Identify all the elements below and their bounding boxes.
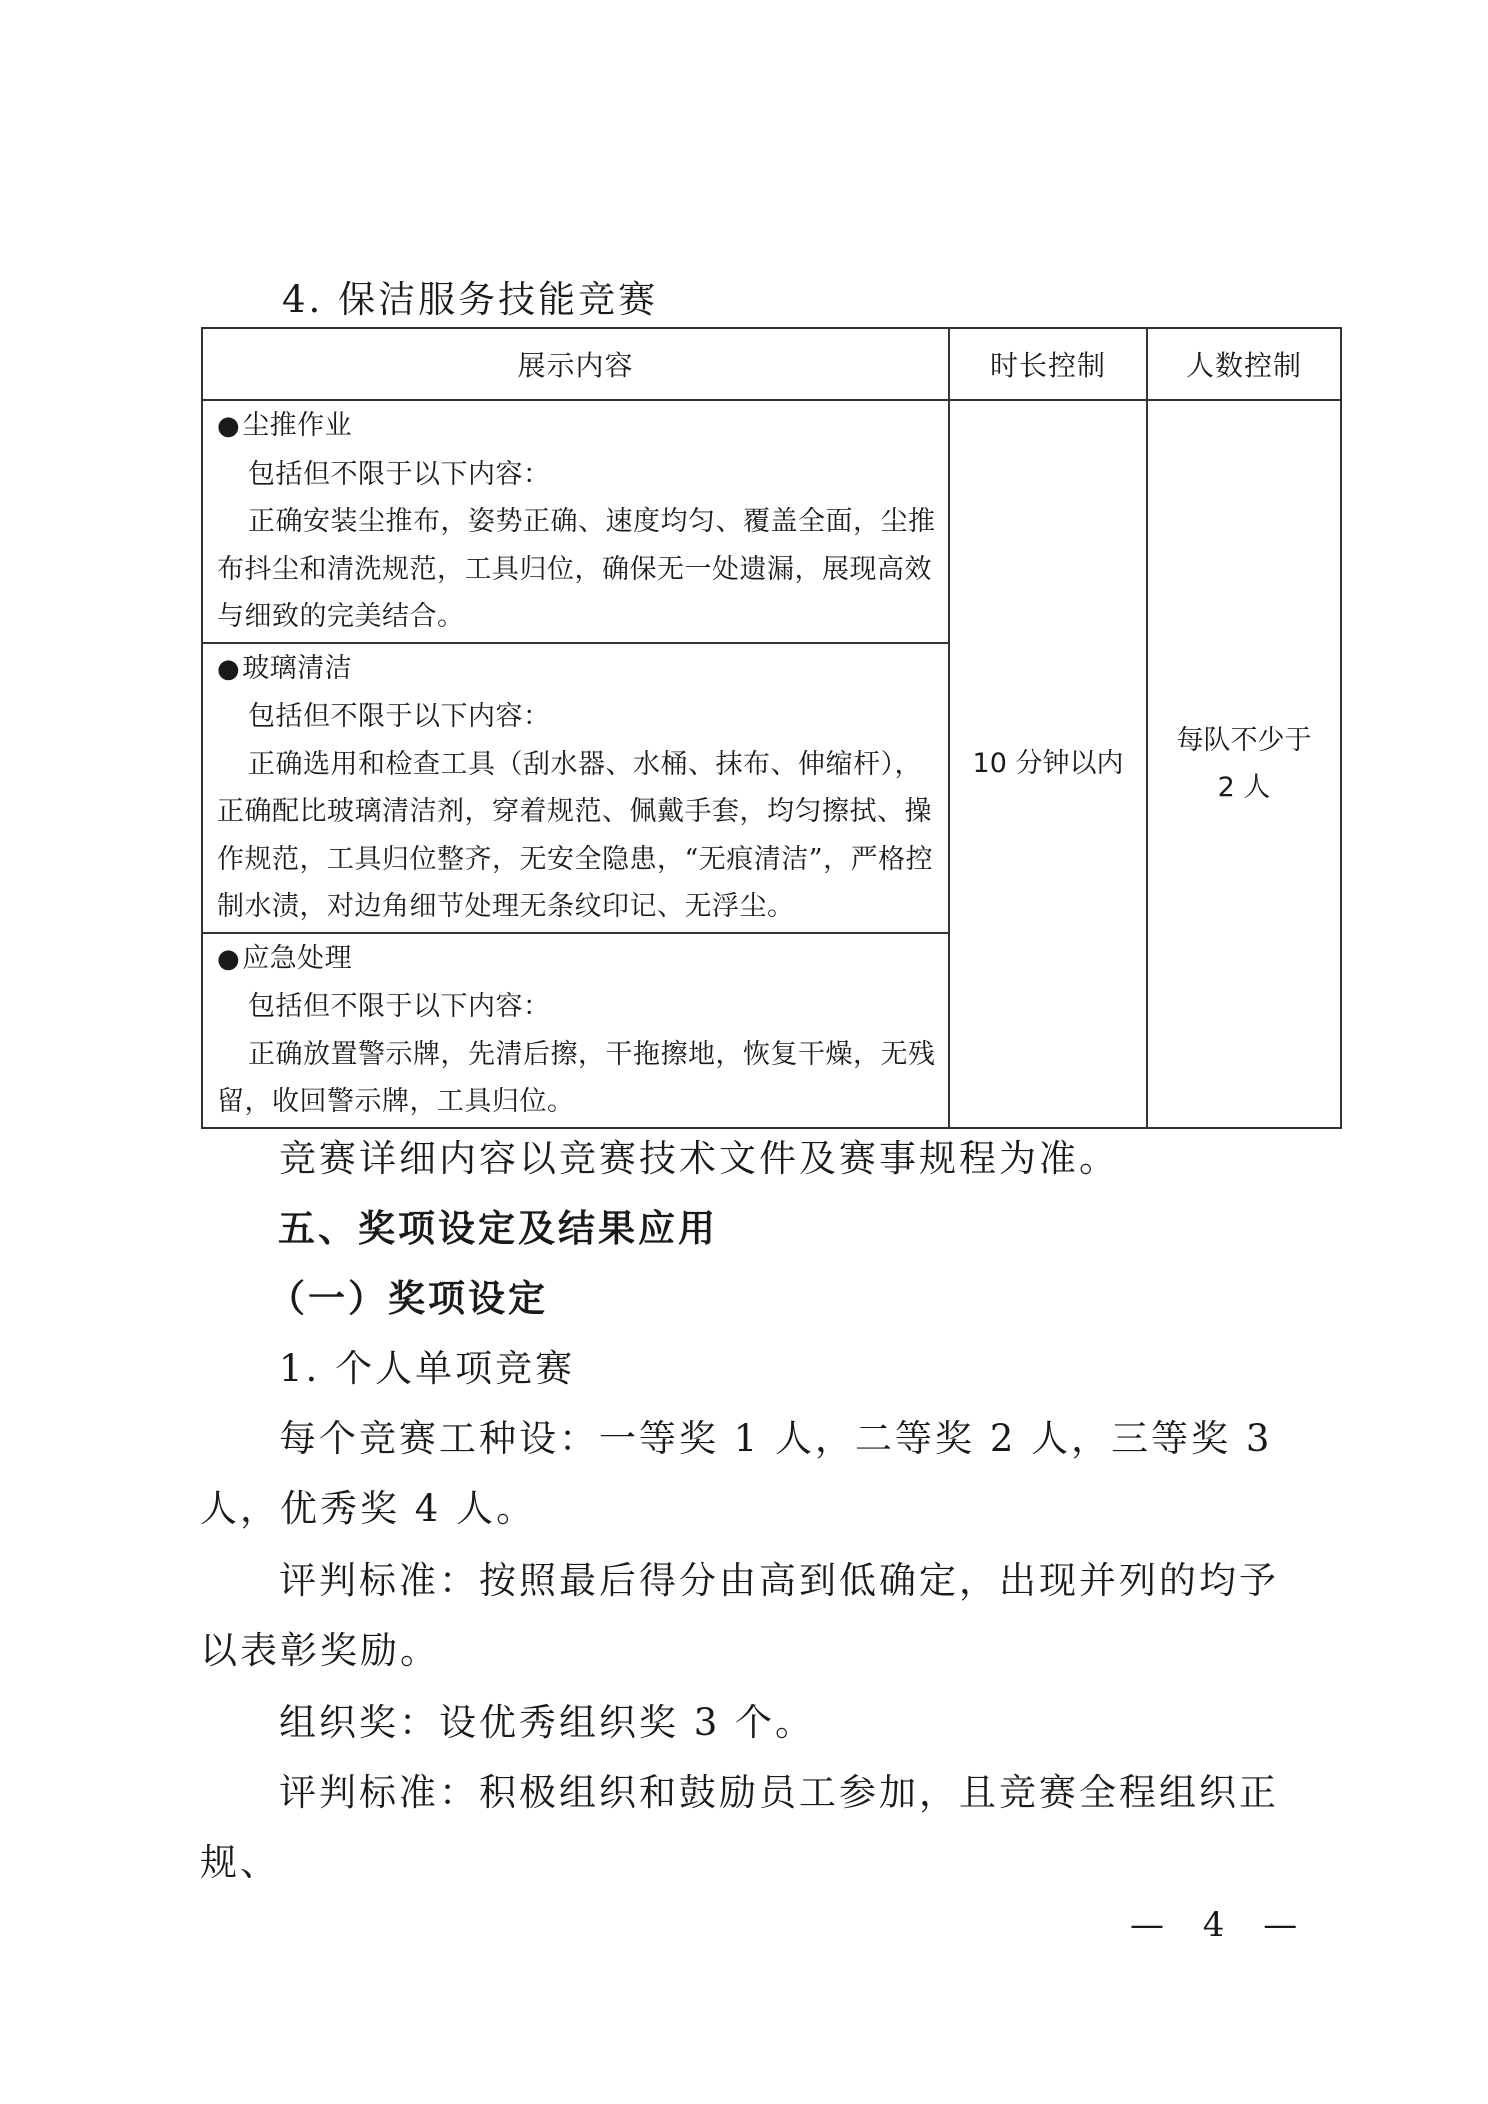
bullet-icon: ● bbox=[217, 411, 241, 441]
org-award-paragraph: 组织奖：设优秀组织奖 3 个。 bbox=[279, 1701, 816, 1744]
table-row bbox=[202, 400, 1341, 643]
awards-paragraph: 每个竞赛工种设：一等奖 1 人，二等奖 2 人，三等奖 3 人，优秀奖 4 人。 bbox=[200, 1417, 1273, 1530]
criteria-paragraph: 评判标准：按照最后得分由高到低确定，出现并列的均予以表彰奖励。 bbox=[200, 1559, 1279, 1672]
item-title: 尘推作业 bbox=[242, 410, 353, 441]
section-title: 4. 保洁服务技能竞赛 bbox=[282, 278, 659, 321]
item-title: 玻璃清洁 bbox=[242, 652, 353, 684]
people-line-1: 每队不少于 bbox=[1176, 724, 1312, 756]
bullet-icon: ● bbox=[217, 653, 241, 684]
heading-awards-results: 五、奖项设定及结果应用 bbox=[278, 1207, 718, 1250]
duration-cell: 10 分钟以内 bbox=[949, 400, 1147, 1128]
header-duration: 时长控制 bbox=[949, 328, 1147, 400]
bullet-icon: ● bbox=[217, 943, 241, 974]
item-body: 正确放置警示牌，先清后擦，干拖擦地，恢复干燥，无残留，收回警示牌，工具归位。 bbox=[217, 1038, 936, 1117]
people-line-2: 2 人 bbox=[1217, 771, 1271, 803]
page-number: — 4 — bbox=[1130, 1905, 1312, 1945]
item-body: 正确选用和检查工具（刮水器、水桶、抹布、伸缩杆），正确配比玻璃清洁剂，穿着规范、佩戴手套，均匀擦拭、操作规范，工具归位整齐，无安全隐患，“无痕清洁”，严格控制水渍，对边角细节处理无条纹印记、无浮尘。 bbox=[217, 748, 934, 922]
header-people: 人数控制 bbox=[1147, 328, 1341, 400]
competition-table bbox=[201, 327, 1342, 1129]
item-glass-cleaning bbox=[202, 643, 949, 933]
org-criteria-paragraph: 评判标准：积极组织和鼓励员工参加，且竞赛全程组织正规、 bbox=[200, 1771, 1279, 1884]
item-intro: 包括但不限于以下内容： bbox=[248, 458, 551, 490]
header-content: 展示内容 bbox=[202, 328, 949, 400]
subheading-individual: 1. 个人单项竞赛 bbox=[279, 1347, 576, 1390]
table-header-row bbox=[202, 328, 1341, 400]
heading-award-setting: （一）奖项设定 bbox=[268, 1277, 548, 1320]
item-body: 正确安装尘推布，姿势正确、速度均匀、覆盖全面，尘推布抖尘和清洗规范，工具归位，确保无一处遗漏，展现高效与细致的完美结合。 bbox=[217, 506, 936, 632]
note-paragraph: 竞赛详细内容以竞赛技术文件及赛事规程为准。 bbox=[279, 1137, 1119, 1180]
people-cell bbox=[1147, 400, 1341, 1128]
item-title: 应急处理 bbox=[242, 942, 353, 974]
item-intro: 包括但不限于以下内容： bbox=[248, 991, 551, 1022]
item-dust-push bbox=[202, 400, 949, 643]
item-intro: 包括但不限于以下内容： bbox=[248, 701, 551, 732]
item-emergency bbox=[202, 933, 949, 1128]
